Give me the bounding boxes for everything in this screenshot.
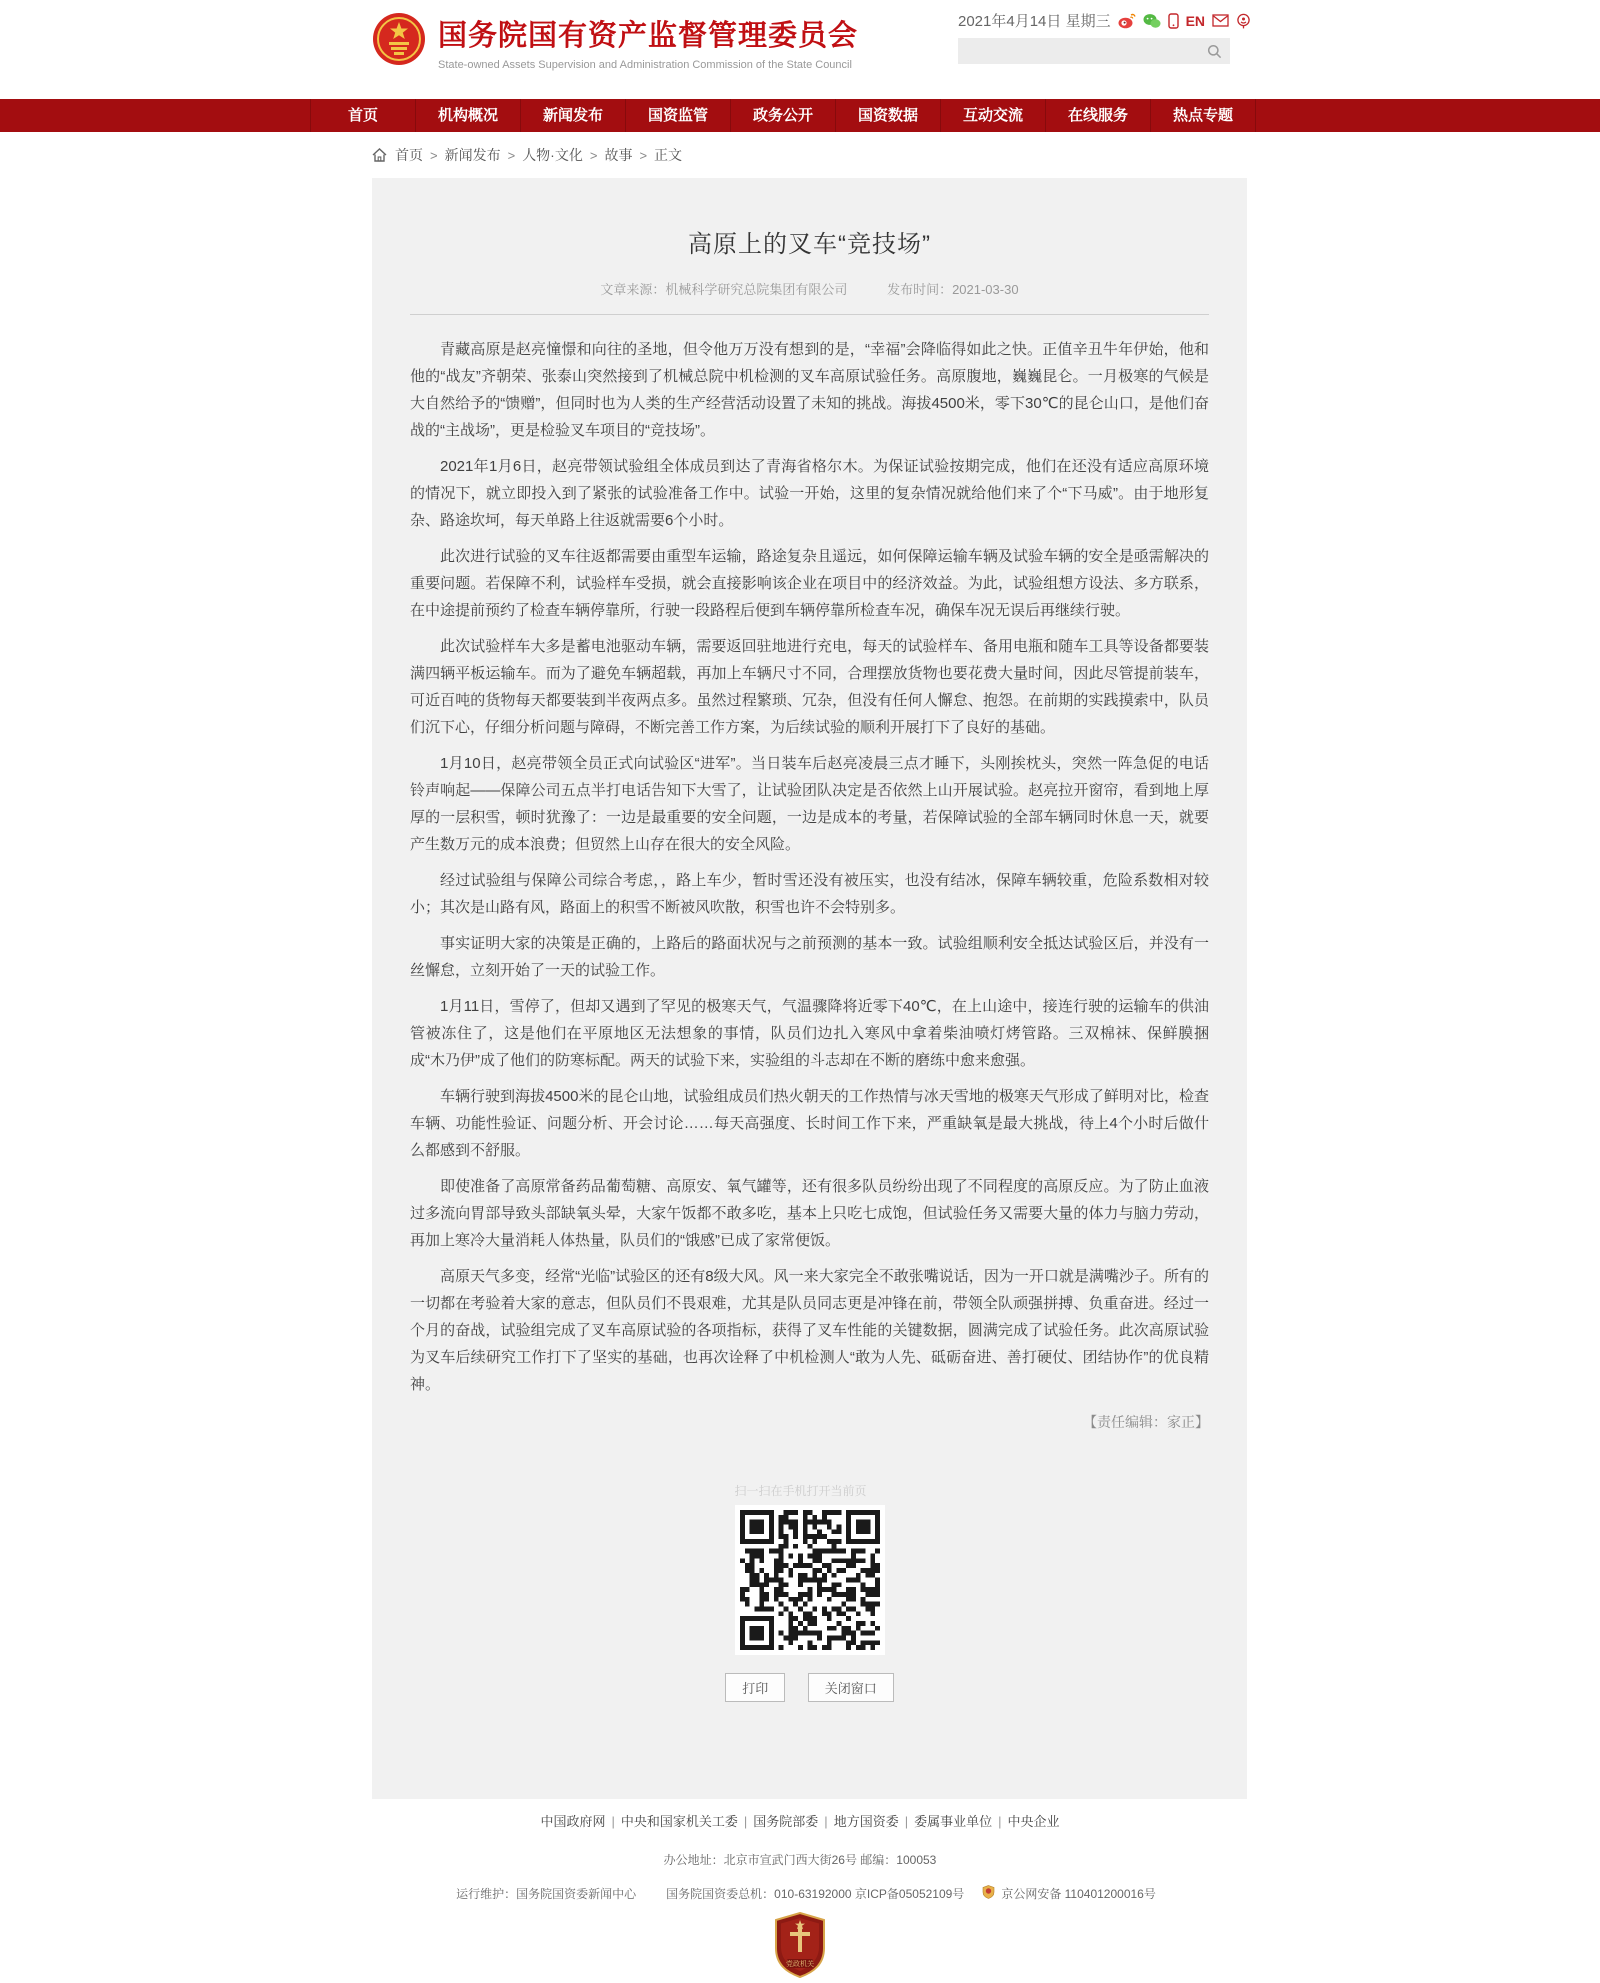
- nav-item-8[interactable]: 在线服务: [1046, 99, 1151, 132]
- search-icon[interactable]: [1207, 44, 1222, 59]
- breadcrumb-item-5: 正文: [654, 147, 683, 163]
- svg-text:党政机关: 党政机关: [786, 1961, 814, 1968]
- article-paragraph-8: 1月11日，雪停了，但却又遇到了罕见的极寒天气，气温骤降将近零下40℃，在上山途中，接连行驶的运输车的供油管被冻住了，这是他们在平原地区无法想象的事情，队员们边扎入寒风中拿着柴油喷灯烤管路。三双棉袜、保鲜膜捆成“木乃伊”成了他们的防寒标配。两天的试验下来，实验组的斗志却在不断的磨练中愈来愈强。: [410, 998, 1209, 1069]
- footer-police-record[interactable]: 京公网安备 110401200016号: [1001, 1887, 1156, 1901]
- article-paragraph-9: 车辆行驶到海拔4500米的昆仑山地，试验组成员们热火朝天的工作热情与冰天雪地的极寒天气形成了鲜明对比，检查车辆、功能性验证、问题分析、开会讨论……每天高强度、长时间工作下来，严重缺氧是最大挑战，待上4个小时后做什么都感到不舒服。: [410, 1088, 1209, 1159]
- weibo-icon[interactable]: [1118, 13, 1136, 29]
- article-paragraph-6: 经过试验组与保障公司综合考虑，，路上车少，暂时雪还没有被压实，也没有结冰，保障车辆较重，危险系数相对较小；其次是山路有风，路面上的积雪不断被风吹散，积雪也许不会特别多。: [410, 872, 1209, 916]
- footer-maintenance-row: [0, 1885, 1600, 1902]
- breadcrumb-separator: >: [589, 147, 598, 163]
- site-subtitle: State-owned Assets Supervision and Administration Commission of the State Council: [438, 58, 852, 71]
- article-paragraph-4: 此次试验样车大多是蓄电池驱动车辆，需要返回驻地进行充电，每天的试验样车、备用电瓶和随车工具等设备都要装满四辆平板运输车。而为了避免车辆超载，再加上车辆尺寸不同，合理摆放货物也要花费大量时间，因此尽管提前装车，可近百吨的货物每天都要装到半夜两点多。虽然过程繁琐、冗杂，但没有任何人懈怠、抱怨。在前期的实践摸索中，队员们沉下心，仔细分析问题与障碍，不断完善工作方案，为后续试验的顺利开展打下了良好的基础。: [410, 638, 1209, 736]
- article-paragraph-2: 2021年1月6日，赵亮带领试验组全体成员到达了青海省格尔木。为保证试验按期完成，他们在还没有适应高原环境的情况下，就立即投入到了紧张的试验准备工作中。试验一开始，这里的复杂情况就给他们来了个“下马威”。由于地形复杂、路途坎坷，每天单路上往返就需要6个小时。: [410, 458, 1209, 529]
- mail-icon[interactable]: [1212, 14, 1229, 27]
- footer-address: 办公地址：北京市宣武门西大街26号 邮编：100053: [663, 1853, 937, 1867]
- article-paragraph-1: 青藏高原是赵亮憧憬和向往的圣地，但令他万万没有想到的是，“幸福”会降临得如此之快。正值辛丑牛年伊始，他和他的“战友”齐朝荣、张泰山突然接到了机械总院中机检测的叉车高原试验任务。高原腹地，巍巍昆仑。一月极寒的气候是大自然给予的“馈赠”，但同时也为人类的生产经营活动设置了未知的挑战。海拔4500米，零下30℃的昆仑山口，是他们奋战的“主战场”，更是检验叉车项目的“竞技场”。: [410, 341, 1209, 439]
- breadcrumb-separator: >: [507, 147, 516, 163]
- police-badge-icon: [982, 1885, 995, 1902]
- footer-link-separator: |: [824, 1814, 828, 1829]
- nav-item-7[interactable]: 互动交流: [941, 99, 1046, 132]
- lang-en-link[interactable]: EN: [1185, 12, 1206, 29]
- action-row: [372, 1673, 1247, 1702]
- breadcrumb-item-4[interactable]: 故事: [604, 147, 633, 163]
- footer-link-6[interactable]: 中央企业: [1007, 1814, 1060, 1829]
- footer-link-separator: |: [998, 1814, 1002, 1829]
- nav-item-3[interactable]: 新闻发布: [521, 99, 626, 132]
- article-panel: [372, 178, 1247, 1799]
- footer-link-3[interactable]: 国务院部委: [753, 1814, 819, 1829]
- footer-links: [0, 1811, 1600, 1830]
- nav-item-1[interactable]: 首页: [310, 99, 416, 132]
- breadcrumb-item-1[interactable]: 首页: [395, 147, 423, 163]
- national-emblem-logo: [372, 12, 426, 71]
- article-body: [372, 315, 1247, 1398]
- search-input[interactable]: [958, 39, 1207, 63]
- footer-link-separator: |: [743, 1814, 748, 1829]
- footer-link-2[interactable]: 中央和国家机关工委: [620, 1814, 738, 1829]
- qr-section: [372, 1482, 1247, 1655]
- article-paragraph-5: 1月10日，赵亮带领全员正式向试验区“进军”。当日装车后赵亮凌晨三点才睡下，头刚挨枕头，突然一阵急促的电话铃声响起——保障公司五点半打电话告知下大雪了，让试验团队决定是否依然上山开展试验。赵亮拉开窗帘，看到地上厚厚的一层积雪，顿时犹豫了：一边是最重要的安全问题，一边是成本的考量，若保障试验的全部车辆同时休息一天，就要产生数万元的成本浪费；但贸然上山存在很大的安全风险。: [410, 755, 1209, 853]
- home-icon[interactable]: [372, 148, 387, 162]
- nav-item-2[interactable]: 机构概况: [416, 99, 521, 132]
- footer-switchboard: 国务院国资委总机：010-63192000 京ICP备05052109号: [666, 1887, 965, 1901]
- search-box[interactable]: [958, 38, 1230, 64]
- article-source: 文章来源：机械科学研究总院集团有限公司: [600, 282, 848, 297]
- article-paragraph-11: 高原天气多变，经常“光临”试验区的还有8级大风。风一来大家完全不敢张嘴说话，因为一开口就是满嘴沙子。所有的一切都在考验着大家的意志，但队员们不畏艰难，尤其是队员同志更是冲锋在前，带领全队顽强拼搏、负重奋进。经过一个月的奋战，试验组完成了叉车高原试验的各项指标，获得了叉车性能的关键数据，圆满完成了试验任务。此次高原试验为叉车后续研究工作打下了坚实的基础，也再次诠释了中机检测人“敢为人先、砥砺奋进、善打硬仗、团结协作”的优良精神。: [410, 1268, 1209, 1393]
- mobile-icon[interactable]: [1168, 13, 1179, 29]
- article-paragraph-10: 即使准备了高原常备药品葡萄糖、高原安、氧气罐等，还有很多队员纷纷出现了不同程度的高原反应。为了防止血液过多流向胃部导致头部缺氧头晕，大家午饭都不敢多吃，基本上只吃七成饱，但试验任务又需要大量的体力与脑力劳动，再加上寒冷大量消耗人体热量，队员们的“饿感”已成了家常便饭。: [410, 1178, 1209, 1249]
- breadcrumb-item-3[interactable]: 人物·文化: [522, 147, 583, 163]
- current-date: 2021年4月14日 星期三: [958, 13, 1111, 30]
- qr-caption: 扫一扫在手机打开当前页: [734, 1484, 867, 1498]
- breadcrumb: [0, 132, 1600, 178]
- nav-item-4[interactable]: 国资监管: [626, 99, 731, 132]
- breadcrumb-item-2[interactable]: 新闻发布: [444, 147, 501, 163]
- footer-link-4[interactable]: 地方国资委: [833, 1814, 899, 1829]
- breadcrumb-separator: >: [430, 147, 438, 163]
- site-title: 国务院国有资产监督管理委员会: [438, 19, 859, 52]
- gov-emblem: [0, 1912, 1600, 1983]
- breadcrumb-separator: >: [639, 147, 648, 163]
- article-paragraph-7: 事实证明大家的决策是正确的，上路后的路面状况与之前预测的基本一致。试验组顺利安全抵达试验区后，并没有一丝懈怠，立刻开始了一天的试验工作。: [410, 935, 1209, 979]
- nav-item-9[interactable]: 热点专题: [1151, 99, 1256, 132]
- article-publish-time: 发布时间：2021-03-30: [887, 282, 1019, 297]
- close-window-button[interactable]: 关闭窗口: [808, 1673, 894, 1702]
- qr-code: [735, 1505, 885, 1655]
- article-paragraph-3: 此次进行试验的叉车往返都需要由重型车运输，路途复杂且遥远，如何保障运输车辆及试验车辆的安全是亟需解决的重要问题。若保障不利，试验样车受损，就会直接影响该企业在项目中的经济效益。为此，试验组想方设法、多方联系，在中途提前预约了检查车辆停靠所，行驶一段路程后便到车辆停靠所检查车况，确保车况无误后再继续行驶。: [410, 548, 1209, 619]
- article-title: 高原上的叉车“竞技场”: [688, 231, 931, 258]
- print-button[interactable]: 打印: [725, 1673, 785, 1702]
- subscribe-icon[interactable]: [1236, 13, 1251, 29]
- main-nav: [0, 99, 1600, 132]
- site-header: [0, 0, 1600, 99]
- editor-note: 【责任编辑：家正】: [1083, 1414, 1209, 1430]
- footer-link-1[interactable]: 中国政府网: [540, 1814, 606, 1829]
- nav-item-6[interactable]: 国资数据: [836, 99, 941, 132]
- footer-link-separator: |: [904, 1814, 909, 1829]
- nav-item-5[interactable]: 政务公开: [731, 99, 836, 132]
- footer-link-5[interactable]: 委属事业单位: [914, 1814, 993, 1829]
- wechat-icon[interactable]: [1143, 13, 1161, 29]
- footer-maintainer: 运行维护：国务院国资委新闻中心: [456, 1887, 637, 1901]
- footer-link-separator: |: [611, 1814, 615, 1829]
- article-meta: [372, 279, 1247, 298]
- site-footer: [0, 1799, 1600, 1983]
